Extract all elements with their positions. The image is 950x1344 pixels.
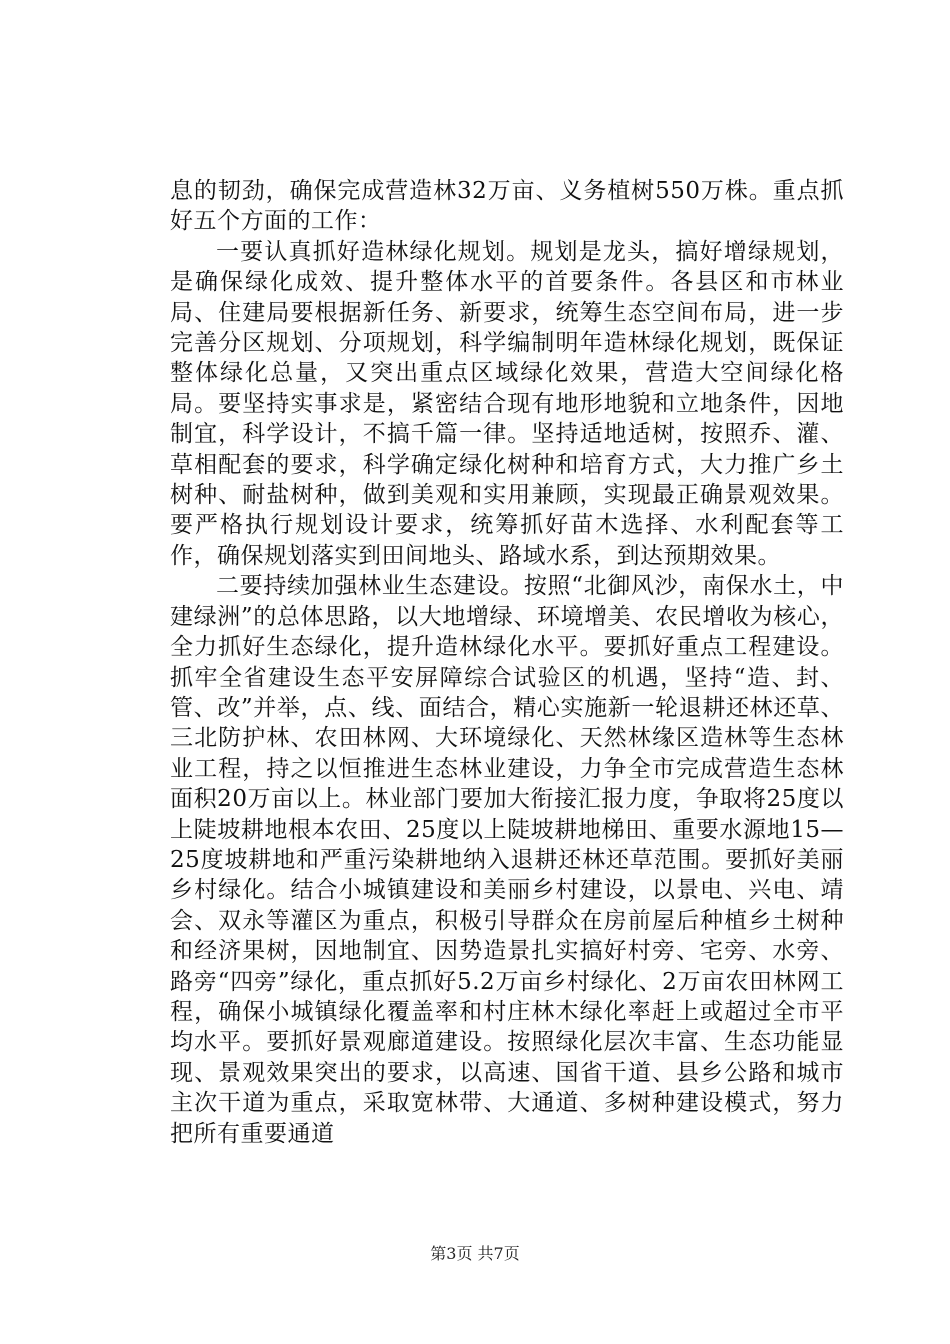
page-footer: 第3页 共7页 — [430, 1244, 520, 1263]
body-text — [170, 176, 844, 1149]
paragraph-forestry-ecology: 二要持续加强林业生态建设。按照“北御风沙，南保水土，中建绿洲”的总体思路，以大地增绿、环境增美、农民增收为核心，全力抓好生态绿化，提升造林绿化水平。要抓好重点工程建设。抓牢全省建设生态平安屏障综合试验区的机遇，坚持“造、封、管、改”并举，点、线、面结合，精心实施新一轮退耕还林还草、三北防护林、农田林网、大环境绿化、天然林缘区造林等生态林业工程，持之以恒推进生态林业建设，力争全市完成营造生态林面积20万亩以上。林业部门要加大衔接汇报力度，争取将25度以上陡坡耕地根本农田、25度以上陡坡耕地梯田、重要水源地15—25度坡耕地和严重污染耕地纳入退耕还林还草范围。要抓好美丽乡村绿化。结合小城镇建设和美丽乡村建设，以景电、兴电、靖会、双永等灌区为重点，积极引导群众在房前屋后种植乡土树种和经济果树，因地制宜、因势造景扎实搞好村旁、宅旁、水旁、路旁“四旁”绿化，重点抓好5.2万亩乡村绿化、2万亩农田林网工程，确保小城镇绿化覆盖率和村庄林木绿化率赶上或超过全市平均水平。要抓好景观廊道建设。按照绿化层次丰富、生态功能显现、景观效果突出的要求，以高速、国省干道、县乡公路和城市主次干道为重点，采取宽林带、大通道、多树种建设模式，努力把所有重要通道 — [170, 573, 844, 1147]
paragraph-afforestation-planning: 一要认真抓好造林绿化规划。规划是龙头，搞好增绿规划，是确保绿化成效、提升整体水平的首要条件。各县区和市林业局、住建局要根据新任务、新要求，统筹生态空间布局，进一步完善分区规划、分项规划，科学编制明年造林绿化规划，既保证整体绿化总量，又突出重点区域绿化效果，营造大空间绿化格局。要坚持实事求是，紧密结合现有地形地貌和立地条件，因地制宜，科学设计，不搞千篇一律。坚持适地适树，按照乔、灌、草相配套的要求，科学确定绿化树种和培育方式，大力推广乡土树种、耐盐树种，做到美观和实用兼顾，实现最正确景观效果。要严格执行规划设计要求，统筹抓好苗木选择、水利配套等工作，确保规划落实到田间地头、路域水系，到达预期效果。 — [170, 238, 844, 569]
paragraph-continuation: 息的韧劲，确保完成营造林32万亩、义务植树550万株。重点抓好五个方面的工作： — [170, 178, 844, 235]
